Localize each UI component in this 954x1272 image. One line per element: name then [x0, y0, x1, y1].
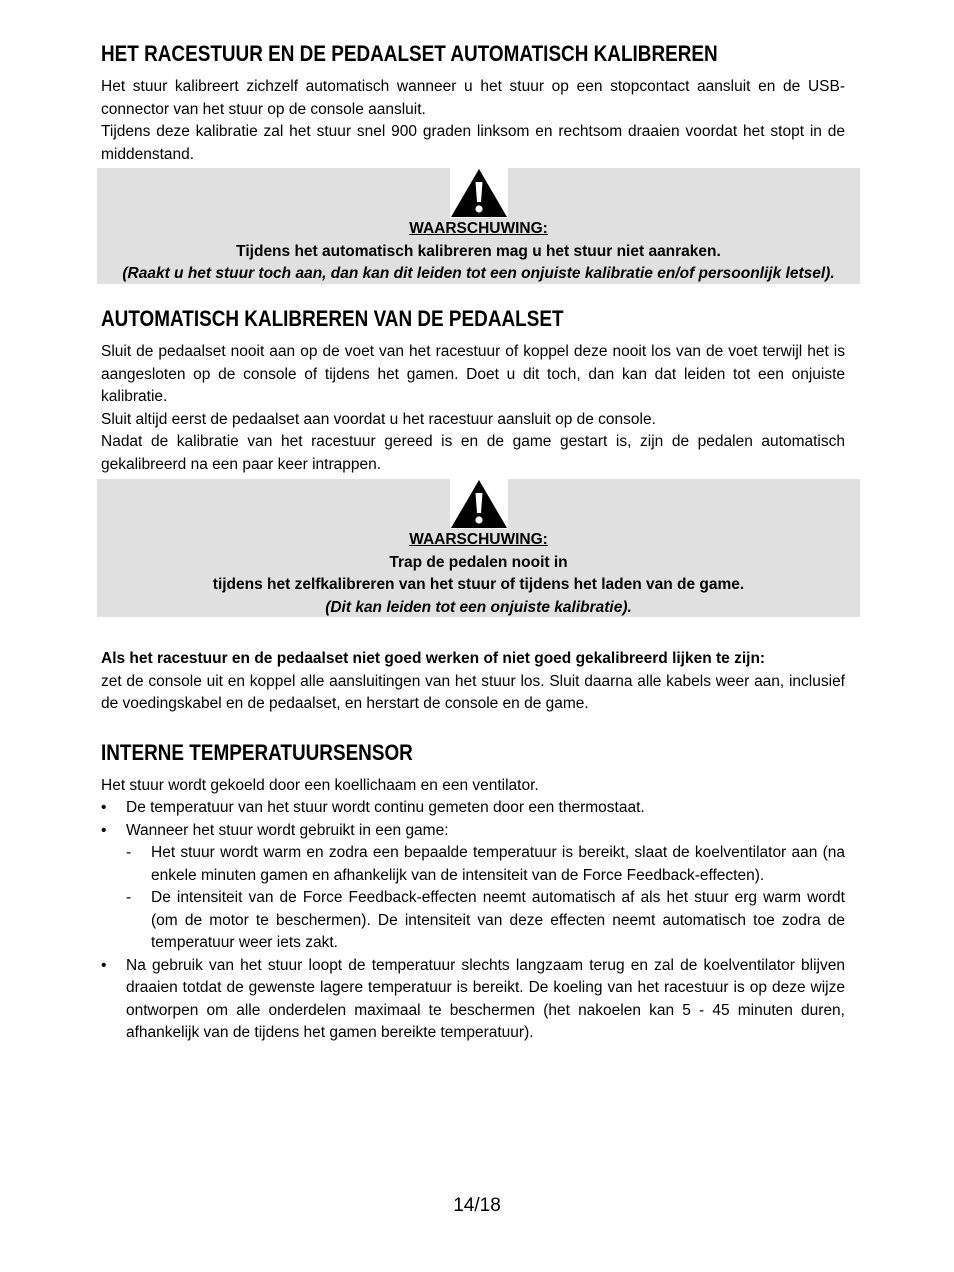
dash-marker: -: [126, 844, 132, 861]
warning-note: (Raakt u het stuur toch aan, dan kan dit leiden tot een onjuiste kalibratie en/of persoonlijk letsel).: [122, 265, 835, 282]
bullet-marker: •: [101, 956, 107, 974]
list-item: [101, 820, 845, 955]
paragraph: Het stuur wordt gekoeld door een koellichaam en een ventilator.: [101, 776, 539, 794]
warning-box: [97, 168, 860, 284]
paragraph: Tijdens deze kalibratie zal het stuur snel 900 graden linksom en rechtsom draaien voordat het stopt in de middenstand.: [101, 123, 845, 163]
paragraph: Het stuur kalibreert zichzelf automatisch wanneer u het stuur op een stopcontact aansluit en de USB-connector van het stuur op de console aansluit.: [101, 78, 845, 118]
warning-triangle-icon: [97, 479, 860, 529]
list-item-text: Na gebruik van het stuur loopt de temperatuur slechts langzaam terug en zal de koelventilator blijven draaien totdat de gewenste lagere temperatuur is bereikt. De koeling van het racestuur is op deze wijze ontworpen om alle onderdelen maximaal te beschermen (het nakoelen kan 5 - 45 minuten duren, afhankelijk van de tijdens het gamen bereikte temperatuur).: [126, 956, 845, 1041]
warning-text: Trap de pedalen nooit in: [389, 553, 568, 571]
section-heading-auto-calibration: HET RACESTUUR EN DE PEDAALSET AUTOMATISCH KALIBREREN: [101, 41, 718, 66]
warning-text: Tijdens het automatisch kalibreren mag u het stuur niet aanraken.: [236, 242, 721, 260]
dash-marker: -: [126, 889, 132, 906]
sub-list: [126, 842, 845, 955]
warning-title: WAARSCHUWING:: [409, 220, 548, 237]
warning-note: (Dit kan leiden tot een onjuiste kalibratie).: [325, 598, 632, 616]
bullet-marker: •: [101, 821, 107, 839]
sub-list-item: [126, 887, 845, 955]
warning-triangle-icon: [97, 168, 860, 218]
bullet-list: [101, 797, 845, 1045]
list-item: [101, 955, 845, 1045]
troubleshooting-text: zet de console uit en koppel alle aansluitingen van het stuur los. Sluit daarna alle kabels weer aan, inclusief de voedingskabel en de pedaalset, en herstart de console en de game.: [101, 672, 845, 712]
warning-title: WAARSCHUWING:: [409, 531, 548, 548]
paragraph: Sluit de pedaalset nooit aan op de voet van het racestuur of koppel deze nooit los van de voet terwijl het is aangesloten op de console of tijdens het gamen. Doet u dit toch, dan kan dat leiden tot een onjuiste kalibratie.: [101, 343, 845, 405]
page-content: [101, 40, 845, 1045]
paragraph: Sluit altijd eerst de pedaalset aan voordat u het racestuur aansluit op de console.: [101, 410, 656, 428]
sub-list-item-text: Het stuur wordt warm en zodra een bepaalde temperatuur is bereikt, slaat de koelventilator aan (na enkele minuten gamen en afhankelijk van de intensiteit van de Force Feedback-effecten).: [151, 844, 845, 884]
page-number: 14/18: [453, 1195, 501, 1216]
list-item-text: De temperatuur van het stuur wordt continu gemeten door een thermostaat.: [126, 799, 645, 816]
section-heading-temperature-sensor: INTERNE TEMPERATUURSENSOR: [101, 739, 413, 765]
paragraph: Nadat de kalibratie van het racestuur gereed is en de game gestart is, zijn de pedalen automatisch gekalibreerd na een paar keer intrappen.: [101, 433, 845, 473]
warning-text: tijdens het zelfkalibreren van het stuur of tijdens het laden van de game.: [212, 576, 745, 593]
list-item-text: Wanneer het stuur wordt gebruikt in een game:: [126, 821, 449, 839]
sub-list-item-text: De intensiteit van de Force Feedback-effecten neemt automatisch af als het stuur erg warm wordt (om de motor te beschermen). De intensiteit van deze effecten neemt automatisch toe zodra de temperatuur weer iets zakt.: [151, 889, 845, 951]
warning-box: [97, 479, 860, 617]
section-heading-pedal-calibration: AUTOMATISCH KALIBREREN VAN DE PEDAALSET: [101, 306, 564, 331]
sub-list-item: [126, 842, 845, 887]
bullet-marker: •: [101, 799, 107, 816]
troubleshooting-heading: Als het racestuur en de pedaalset niet goed werken of niet goed gekalibreerd lijken te zijn:: [101, 650, 766, 667]
list-item: [101, 797, 845, 820]
